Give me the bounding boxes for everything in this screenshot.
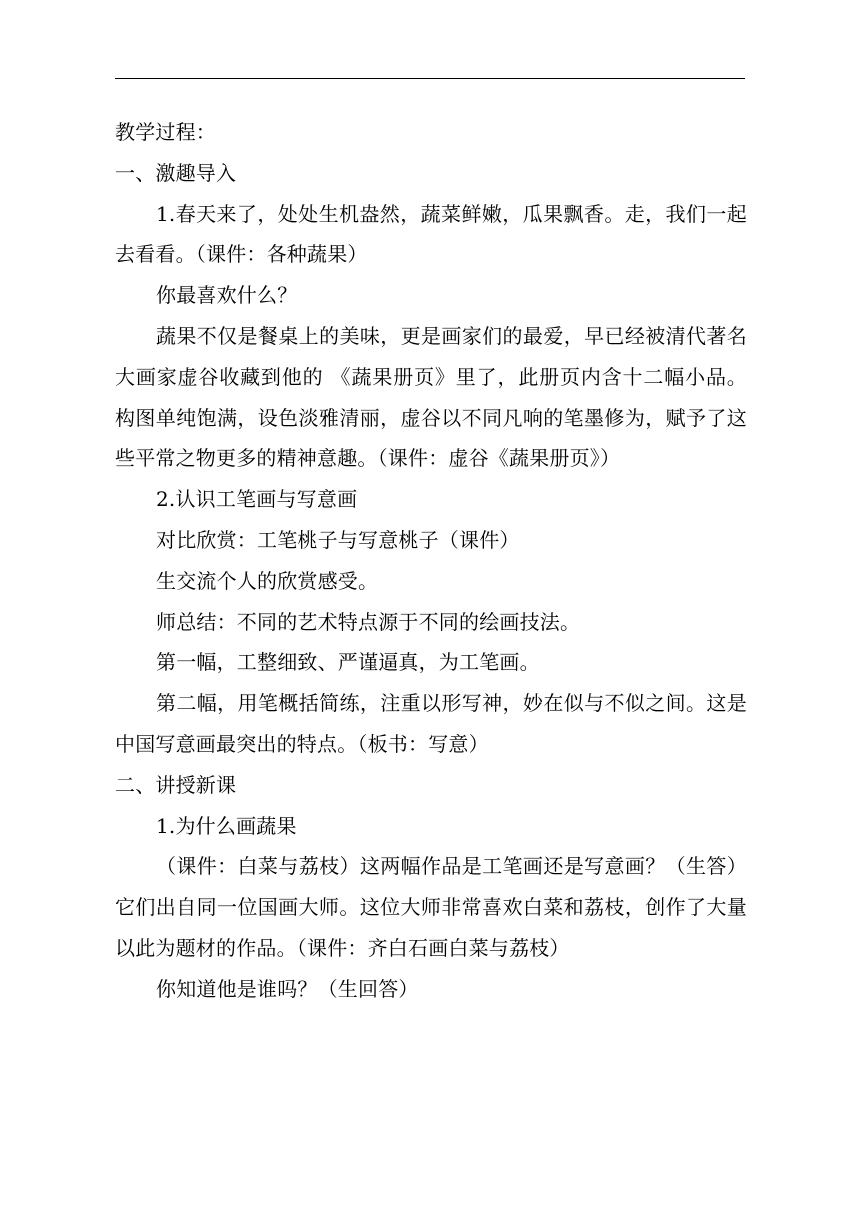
section-heading-new-lesson: 二、讲授新课 — [115, 772, 237, 797]
paragraph-teaching-process-heading: 教学过程： — [115, 120, 216, 144]
subheading-gongbi-xieyi: 2.认识工笔画与写意画 — [156, 487, 358, 512]
subheading-why-paint-vegetables: 1.为什么画蔬果 — [156, 813, 297, 838]
paragraph-first-painting: 第一幅，工整细致、严谨逼真，为工笔画。 — [156, 650, 540, 675]
paragraph-favorite-question: 你最喜欢什么？ — [156, 283, 298, 308]
paragraph-cabbage-lychee: （课件：白菜与荔枝）这两幅作品是工笔画还是写意画？（生答）它们出自同一位国画大师。这位大师非常喜欢白菜和荔枝，创作了大量以此为题材的作品。（课件：齐白石画白菜与荔枝） — [115, 854, 747, 960]
paragraph-xugu-album: 蔬果不仅是餐桌上的美味，更是画家们的最爱，早已经被清代著名大画家虚谷收藏到他的 《蔬果册页》里了，此册页内含十二幅小品。构图单纯饱满，设色淡雅清丽，虚谷以不同凡响的笔墨修为，赋予了这些平常之物更多的精神意趣。（课件：虚谷《蔬果册页》） — [115, 323, 747, 471]
paragraph-student-discussion: 生交流个人的欣赏感受。 — [156, 568, 379, 593]
paragraph-compare-peaches: 对比欣赏：工笔桃子与写意桃子（课件） — [156, 527, 520, 552]
paragraph-who-is-he: 你知道他是谁吗？（生回答） — [156, 976, 419, 1001]
paragraph-second-painting: 第二幅，用笔概括简练，注重以形写神，妙在似与不似之间。这是中国写意画最突出的特点。（板书：写意） — [115, 691, 747, 756]
paragraph-spring-intro: 1.春天来了，处处生机盎然，蔬菜鲜嫩，瓜果飘香。走，我们一起去看看。（课件：各种蔬果） — [115, 201, 747, 267]
section-heading-intro: 一、激趣导入 — [115, 160, 237, 185]
document-body — [115, 112, 747, 1010]
header-rule — [115, 78, 745, 79]
paragraph-teacher-summary: 师总结：不同的艺术特点源于不同的绘画技法。 — [156, 609, 581, 634]
